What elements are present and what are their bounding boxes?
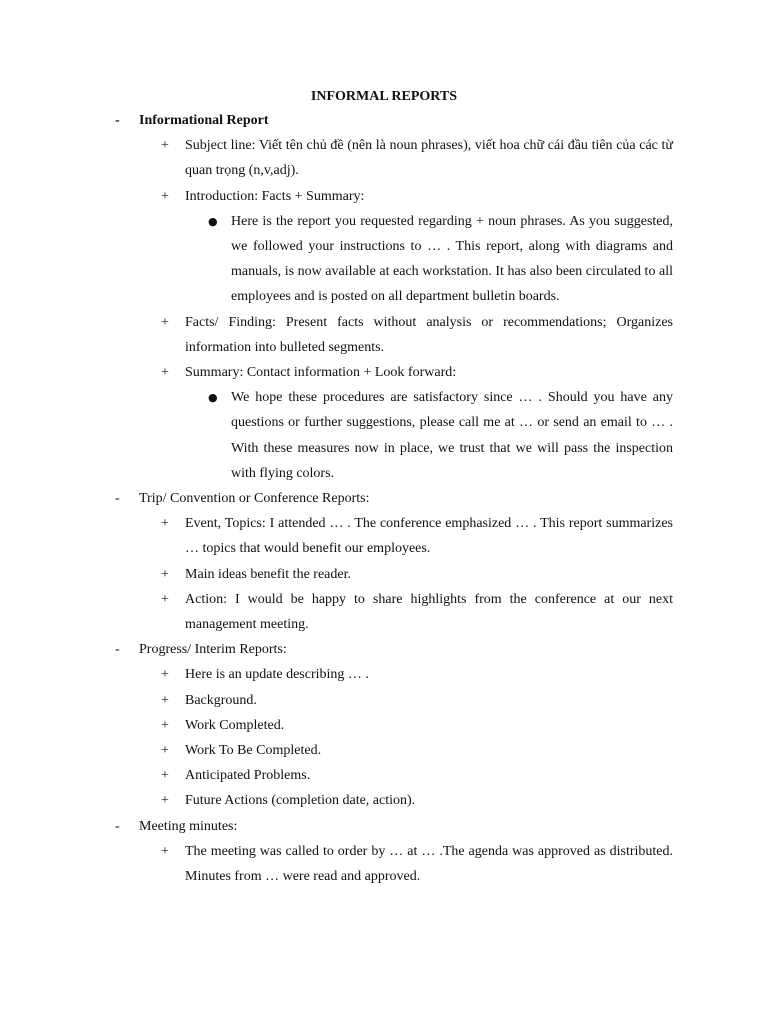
dash-marker: -	[115, 642, 120, 658]
list-item	[0, 587, 673, 637]
list-item-text: The meeting was called to order by … at … .The agenda was approved as distributed. Minutes from … were read and approved.	[185, 843, 673, 885]
plus-marker: +	[161, 692, 169, 708]
section-heading: Trip/ Convention or Conference Reports:	[139, 491, 370, 507]
list-item-text: Work Completed.	[185, 717, 285, 733]
document-body	[0, 108, 768, 889]
list-item	[0, 562, 673, 587]
list-item-text: Action: I would be happy to share highlights from the conference at our next management meeting.	[185, 591, 673, 633]
plus-marker: +	[161, 843, 169, 859]
sub-list-item-text: Here is the report you requested regarding + noun phrases. As you suggested, we followed your instructions to … . This report, along with diagrams and manuals, is now available at each workstation. It has also been circulated to all employees and is posted on all department bulletin boards.	[231, 213, 673, 305]
section-heading: Meeting minutes:	[139, 818, 238, 834]
section-heading: Informational Report	[139, 113, 269, 128]
plus-marker: +	[161, 667, 169, 683]
list-item	[0, 738, 673, 763]
dash-marker: -	[115, 818, 120, 834]
list-item-text: Event, Topics: I attended … . The conference emphasized … . This report summarizes … topics that would benefit our employees.	[185, 516, 673, 557]
list-item	[0, 763, 673, 788]
plus-marker: +	[161, 516, 169, 532]
sub-list-item	[0, 385, 673, 486]
plus-marker: +	[161, 566, 169, 582]
dash-marker: -	[115, 491, 120, 507]
plus-marker: +	[161, 743, 169, 759]
plus-marker: +	[161, 768, 169, 784]
plus-marker: +	[161, 591, 169, 607]
list-item-text: Background.	[185, 692, 257, 708]
list-item-text: Main ideas benefit the reader.	[185, 566, 351, 582]
list-item	[0, 511, 673, 561]
document-title: INFORMAL REPORTS	[310, 89, 458, 104]
section-informational-report	[0, 108, 673, 133]
list-item-text: Subject line: Viết tên chủ đề (nên là noun phrases), viết hoa chữ cái đầu tiên của các từ quan trọng (n,v,adj).	[185, 138, 673, 179]
section-conference-reports	[0, 486, 673, 511]
list-item-text: Future Actions (completion date, action).	[185, 793, 416, 809]
list-item	[0, 662, 673, 687]
plus-marker: +	[161, 717, 169, 733]
plus-marker: +	[161, 138, 169, 154]
list-item	[0, 788, 673, 813]
bullet-marker: ●	[208, 391, 218, 405]
list-item-text: Introduction: Facts + Summary:	[185, 188, 365, 204]
section-heading: Progress/ Interim Reports:	[139, 642, 287, 658]
list-item-text: Facts/ Finding: Present facts without analysis or recommendations; Organizes information into bulleted segments.	[185, 314, 673, 355]
section-meeting-minutes	[0, 814, 673, 839]
list-item	[0, 133, 673, 183]
plus-marker: +	[161, 793, 169, 809]
list-item	[0, 713, 673, 738]
list-item-text: Here is an update describing … .	[185, 667, 369, 683]
plus-marker: +	[161, 188, 169, 204]
list-item-text: Anticipated Problems.	[185, 768, 311, 784]
section-progress-reports	[0, 637, 673, 662]
list-item	[0, 688, 673, 713]
bullet-marker: ●	[208, 214, 218, 228]
list-item	[0, 839, 673, 889]
list-item	[0, 360, 673, 385]
list-item	[0, 184, 673, 209]
sub-list-item	[0, 209, 673, 310]
dash-marker: -	[115, 113, 120, 128]
list-item-text: Work To Be Completed.	[185, 743, 322, 759]
list-item	[0, 310, 673, 360]
plus-marker: +	[161, 314, 169, 330]
plus-marker: +	[161, 365, 169, 381]
list-item-text: Summary: Contact information + Look forward:	[185, 365, 457, 381]
sub-list-item-text: We hope these procedures are satisfactory since … . Should you have any questions or further suggestions, please call me at … or send an email to … . With these measures now in place, we trust that we will pass the inspection with flying colors.	[231, 390, 673, 481]
